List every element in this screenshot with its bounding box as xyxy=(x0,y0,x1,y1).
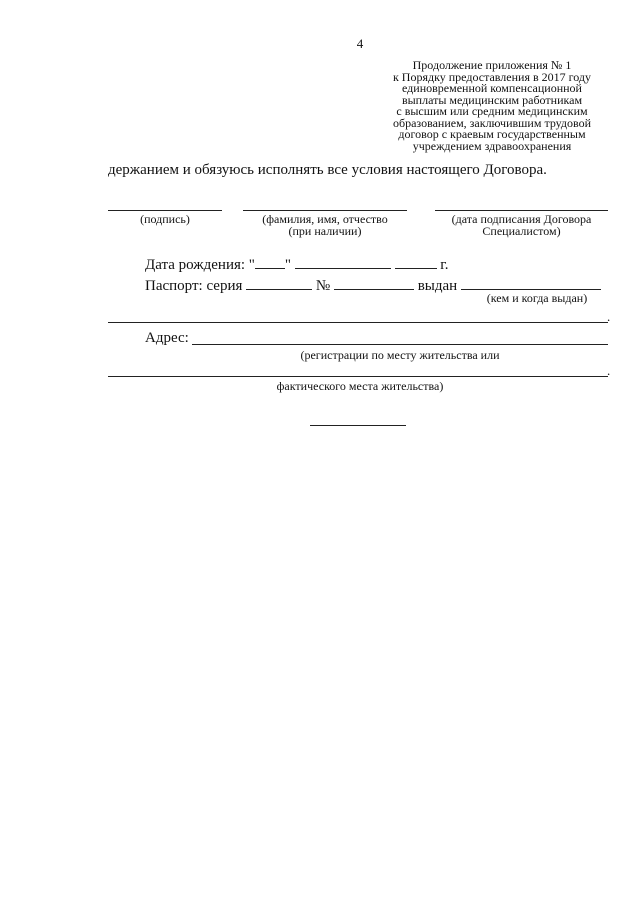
full-name-line xyxy=(243,210,407,211)
birth-date-quote: " xyxy=(284,257,292,273)
passport-number-field[interactable] xyxy=(334,275,414,290)
appendix-header-line: учреждением здравоохранения xyxy=(412,138,572,153)
full-name-caption-line2: (при наличии) xyxy=(288,224,362,238)
signing-date-caption-line2: Специалистом) xyxy=(482,224,561,238)
address-label: Адрес: xyxy=(145,330,189,346)
passport-issued-caption: (кем и когда выдан) xyxy=(486,291,588,305)
passport-label: Паспорт: серия xyxy=(145,278,243,294)
appendix-header-line: к Порядку предоставления в 2017 году xyxy=(392,69,592,84)
body-text: держанием и обязуюсь исполнять все условия настоящего Договора. xyxy=(108,162,547,178)
passport-issued-field[interactable] xyxy=(461,275,601,290)
line-end-dot: . xyxy=(607,309,611,324)
address-continuation-line[interactable] xyxy=(108,376,608,377)
passport-continuation-line[interactable] xyxy=(108,322,608,323)
signature-line xyxy=(108,210,222,211)
appendix-header-line: единовременной компенсационной xyxy=(402,81,582,95)
birth-month-field[interactable] xyxy=(295,254,391,269)
address-caption-line2: фактического места жительства) xyxy=(276,379,444,393)
appendix-header xyxy=(372,60,612,152)
appendix-header-line: выплаты медицинским работникам xyxy=(401,92,583,107)
signing-date-line xyxy=(435,210,608,211)
birth-day-field[interactable] xyxy=(255,254,285,269)
address-caption-line1: (регистрации по месту жительства или xyxy=(300,348,500,362)
line-end-dot: . xyxy=(607,363,611,378)
appendix-header-line: образованием, заключившим трудовой xyxy=(392,115,592,130)
signature-caption: (подпись) xyxy=(140,212,190,226)
full-name-caption xyxy=(240,213,410,237)
birth-year-suffix: г. xyxy=(440,257,449,273)
address-field[interactable] xyxy=(192,344,608,345)
birth-year-field[interactable] xyxy=(395,254,437,269)
page-number: 4 xyxy=(356,36,364,51)
birth-date-label: Дата рождения: " xyxy=(145,257,255,273)
full-name-caption-line1: (фамилия, имя, отчество xyxy=(262,212,388,226)
appendix-header-line: с высшим или средним медицинским xyxy=(396,104,588,118)
signing-date-caption-line1: (дата подписания Договора xyxy=(451,212,592,226)
appendix-header-line: Продолжение приложения № 1 xyxy=(412,58,572,72)
passport-issued-label: выдан xyxy=(417,278,458,294)
passport-number-sign: № xyxy=(315,278,331,294)
passport-series-field[interactable] xyxy=(246,275,312,290)
end-separator-line xyxy=(310,425,406,426)
appendix-header-line: договор с краевым государственным xyxy=(398,127,586,141)
signing-date-caption xyxy=(430,213,613,237)
birth-date-row xyxy=(145,254,449,274)
